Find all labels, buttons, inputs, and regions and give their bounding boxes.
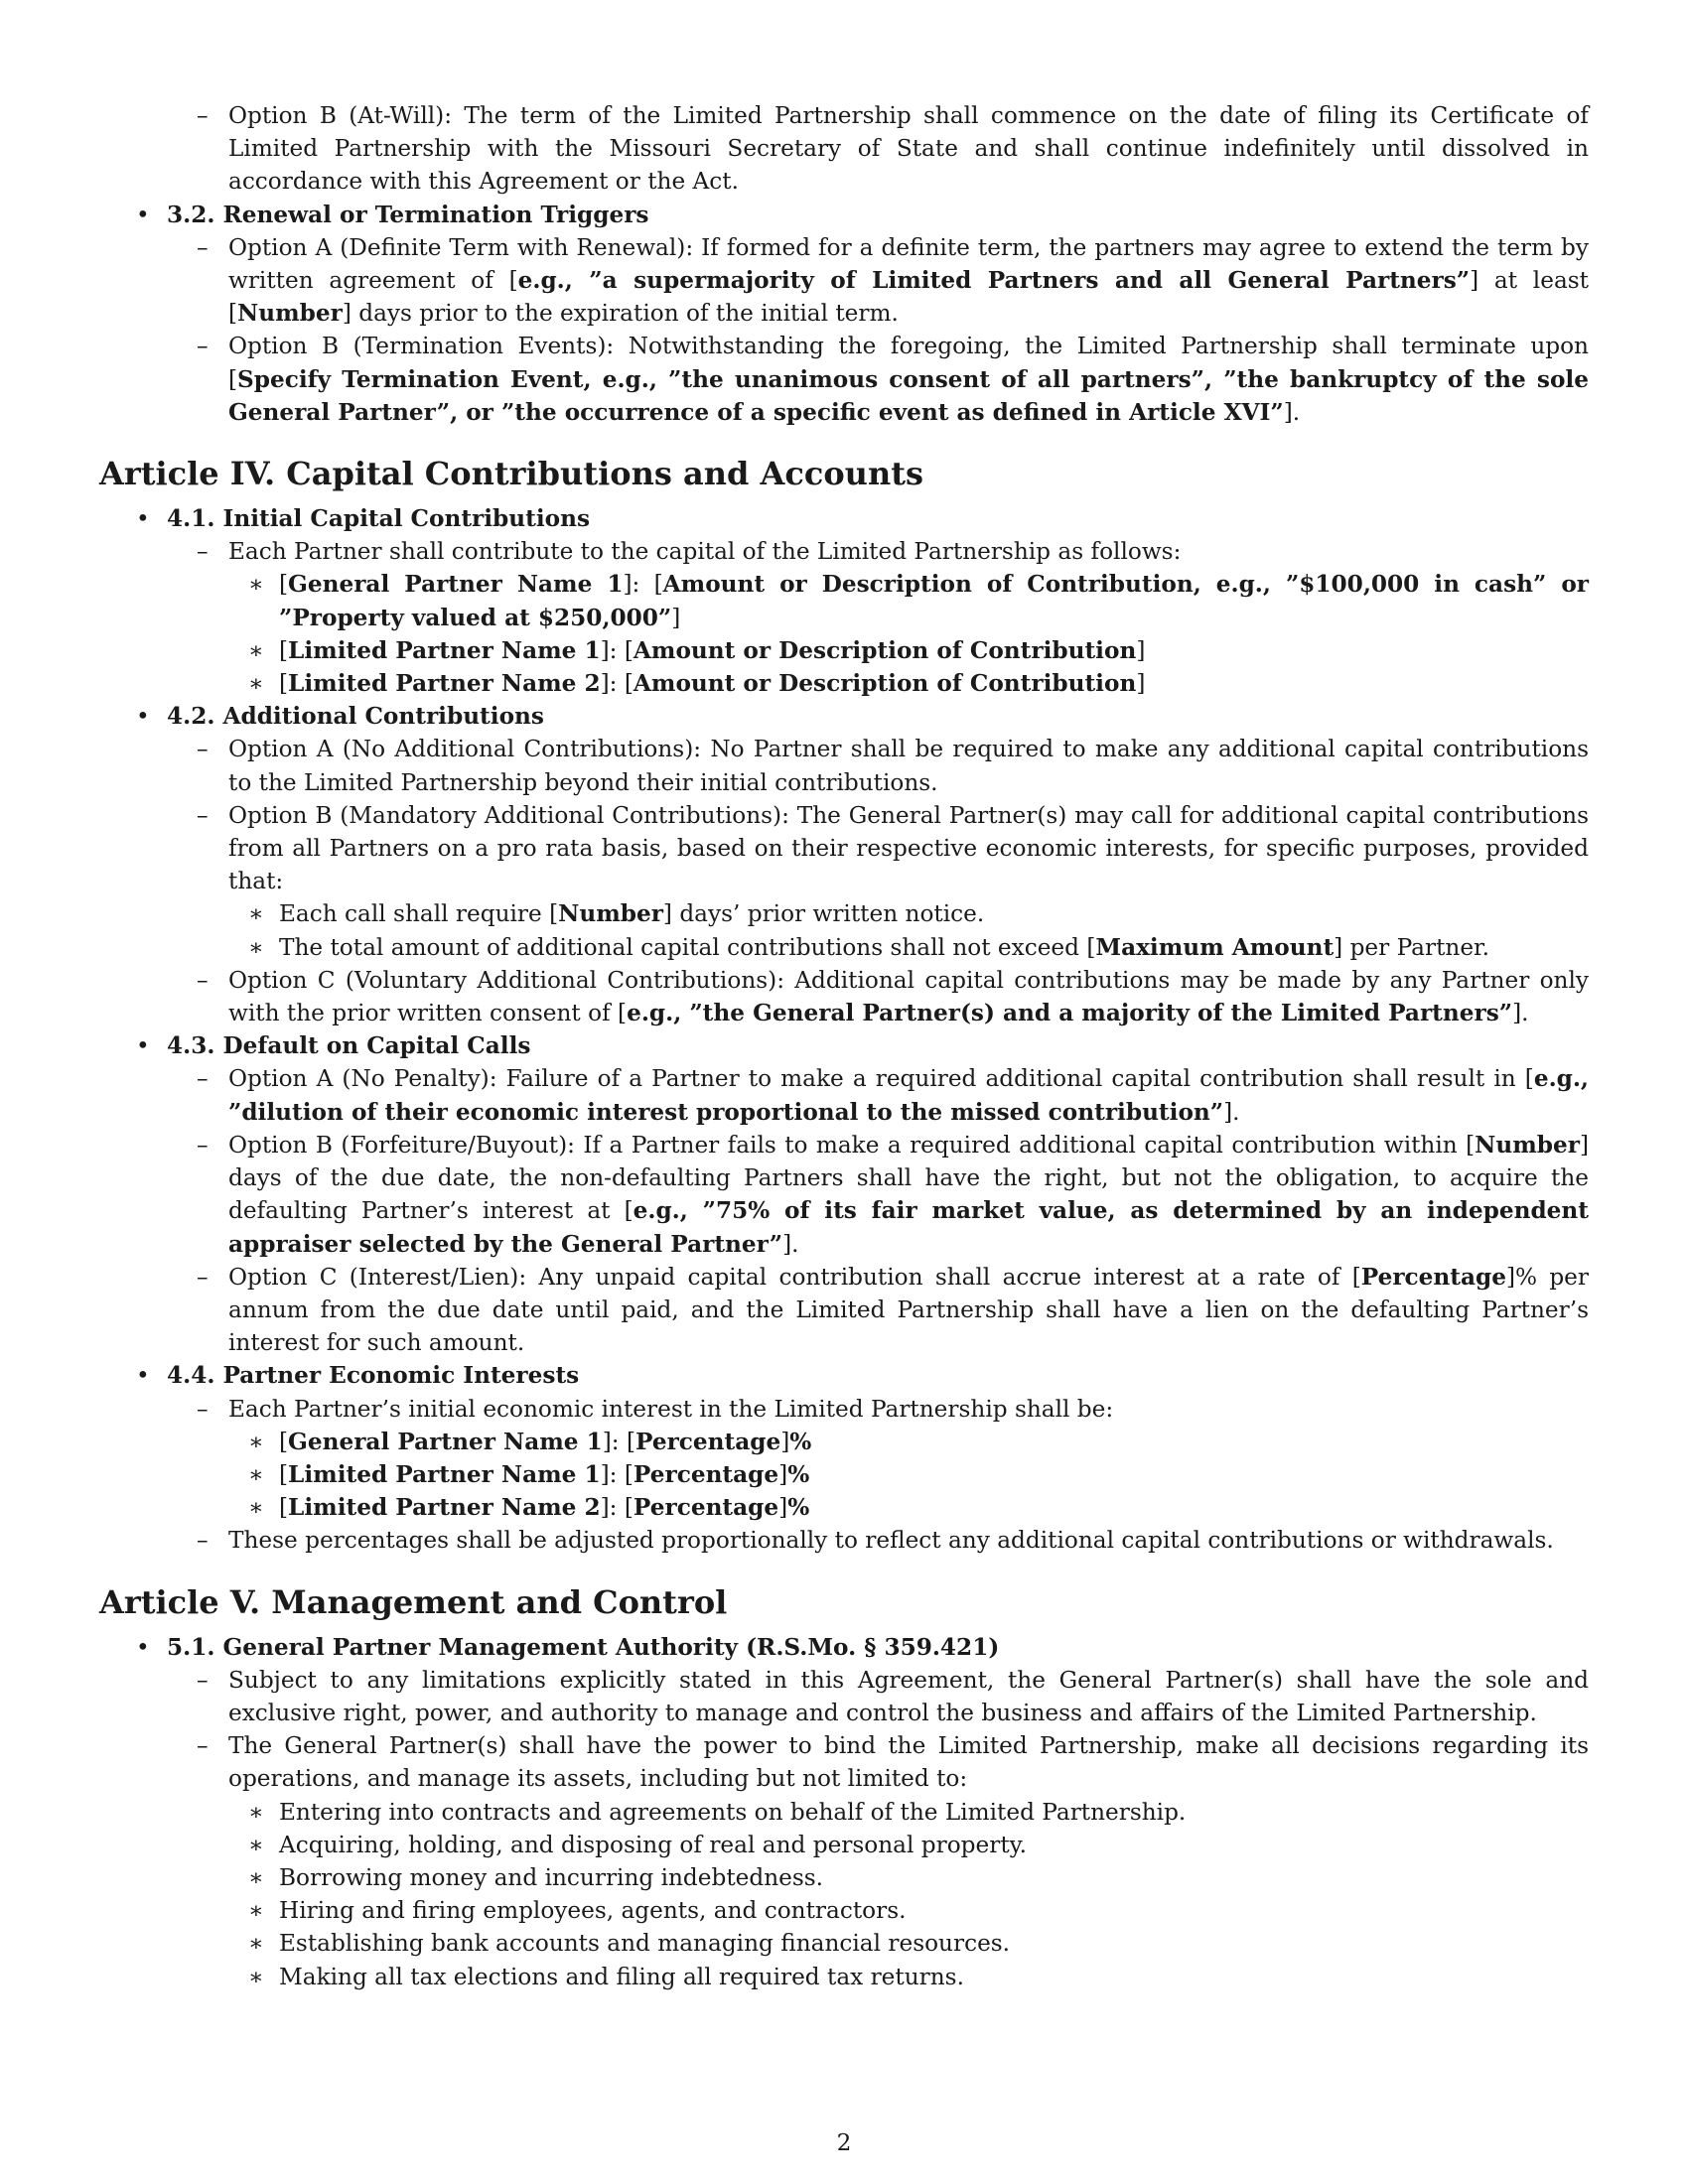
placeholder-bold: Maximum Amount xyxy=(1095,933,1335,961)
power-item xyxy=(99,1961,1589,1993)
star-marker: ∗ xyxy=(248,1494,264,1522)
partner-name-placeholder: Limited Partner Name 2 xyxy=(288,670,601,698)
option-3-1-b xyxy=(99,99,1589,199)
option-4-2-a xyxy=(99,733,1589,798)
page-number: 2 xyxy=(836,2129,852,2156)
section-4-4 xyxy=(99,1359,1589,1392)
power-text: Entering into contracts and agreements on behalf of the Limited Partnership. xyxy=(279,1798,1187,1826)
option-4-3-a xyxy=(99,1062,1589,1128)
star-marker: ∗ xyxy=(248,1897,264,1925)
bullet-marker: • xyxy=(136,505,150,533)
percentage-placeholder: Percentage xyxy=(633,1494,779,1522)
star-marker: ∗ xyxy=(248,1831,264,1858)
option-text-mid: ] at least [ xyxy=(228,267,1589,328)
partner-name-placeholder: General Partner Name 1 xyxy=(288,571,624,599)
option-text-pre: Option A (Definite Term with Renewal): If formed for a definite term, the partners may agree to extend the term by written agreement of [ xyxy=(228,233,1589,295)
interest-item: ∗ [Limited Partner Name 1]: [Percentage]% xyxy=(99,1458,1589,1491)
option-text: The term of the Limited Partnership shall commence on the date of filing its Certificate of Limited Partnership with the Missouri Secretary of State and shall continue indefinitely until dissolved in accordance with this Agreement or the Act. xyxy=(228,102,1589,196)
option-text-pre: Option B (Termination Events): Notwithstanding the foregoing, the Limited Partnership shall terminate upon [ xyxy=(228,333,1589,393)
star-marker: ∗ xyxy=(248,571,264,599)
percentage-placeholder: Percentage xyxy=(635,1428,781,1455)
option-4-3-b xyxy=(99,1129,1589,1261)
option-3-2-a xyxy=(99,231,1589,331)
sub-text-pre: Each call shall require [ xyxy=(279,900,559,928)
section-3-2 xyxy=(99,199,1589,231)
article-4-title: Article IV. Capital Contributions and Accounts xyxy=(99,455,923,493)
section-4-3 xyxy=(99,1029,1589,1062)
bullet-marker: • xyxy=(136,201,150,228)
placeholder-bold: e.g., ”a supermajority of Limited Partners and all General Partners” xyxy=(517,267,1471,295)
star-marker: ∗ xyxy=(248,1963,264,1990)
dash-marker: – xyxy=(197,801,209,829)
percentage-placeholder: Percentage xyxy=(633,1460,779,1488)
dash-marker: – xyxy=(197,1065,209,1093)
power-item xyxy=(99,1829,1589,1861)
section-4-1 xyxy=(99,502,1589,535)
option-text-post: ]. xyxy=(1283,398,1301,426)
section-heading: 5.1. General Partner Management Authority (R.S.Mo. § 359.421) xyxy=(167,1633,1000,1661)
dash-marker: – xyxy=(197,102,209,129)
dash-marker: – xyxy=(197,966,209,994)
section-4-4-outro xyxy=(99,1524,1589,1557)
placeholder-bold: Number xyxy=(1475,1131,1580,1159)
power-item xyxy=(99,1796,1589,1829)
dash-marker: – xyxy=(197,1527,209,1555)
partner-name-placeholder: Limited Partner Name 2 xyxy=(288,1494,601,1522)
article-5-title: Article V. Management and Control xyxy=(99,1582,728,1621)
section-4-4-intro xyxy=(99,1393,1589,1426)
power-text: Borrowing money and incurring indebtedness. xyxy=(279,1863,824,1891)
power-text: Making all tax elections and filing all required tax returns. xyxy=(279,1963,964,1990)
sub-text-pre: The total amount of additional capital contributions shall not exceed [ xyxy=(279,933,1096,961)
outro-text: These percentages shall be adjusted proportionally to reflect any additional capital contributions or withdrawals. xyxy=(228,1527,1554,1555)
sub-text-post: ] per Partner. xyxy=(1334,933,1489,961)
placeholder-bold: Specify Termination Event, e.g., ”the unanimous consent of all partners”, ”the bankruptcy of the sole General Partner”, or ”the occurrence of a specific event as defined in Article XVI” xyxy=(228,365,1589,426)
partner-name-placeholder: General Partner Name 1 xyxy=(288,1428,603,1455)
section-5-1 xyxy=(99,1631,1589,1664)
option-4-2-b-sub xyxy=(99,931,1589,964)
power-text: Acquiring, holding, and disposing of real and personal property. xyxy=(279,1831,1028,1858)
section-heading: 3.2. Renewal or Termination Triggers xyxy=(167,201,649,228)
star-marker: ∗ xyxy=(248,1798,264,1826)
star-marker: ∗ xyxy=(248,636,264,664)
option-text-pre: Option B (Forfeiture/Buyout): If a Partner fails to make a required additional capital contribution within [ xyxy=(228,1131,1476,1159)
bullet-marker: • xyxy=(136,1032,150,1060)
section-5-1-para xyxy=(99,1729,1589,1795)
option-text-pre: Option C (Voluntary Additional Contributions): Additional capital contributions may be made by any Partner only with the prior written consent of [ xyxy=(228,966,1589,1027)
section-heading: 4.4. Partner Economic Interests xyxy=(167,1362,580,1390)
sub-text-post: ] days’ prior written notice. xyxy=(662,900,985,928)
power-item xyxy=(99,1861,1589,1894)
option-text-pre: Option A (No Penalty): Failure of a Partner to make a required additional capital contribution shall result in [ xyxy=(228,1065,1534,1093)
option-4-2-c xyxy=(99,964,1589,1029)
section-4-2 xyxy=(99,700,1589,733)
option-label: Option B (At-Will): xyxy=(228,102,453,129)
placeholder-bold: e.g., ”75% of its fair market value, as determined by an independent appraiser selected by the General Partner” xyxy=(228,1197,1590,1258)
placeholder-bold: e.g., ”dilution of their economic interest proportional to the missed contribution” xyxy=(228,1065,1589,1126)
placeholder-bold: Number xyxy=(558,900,663,928)
dash-marker: – xyxy=(197,233,209,261)
power-text: Hiring and firing employees, agents, and contractors. xyxy=(279,1897,907,1925)
placeholder-bold: e.g., ”the General Partner(s) and a majority of the Limited Partners” xyxy=(627,1000,1513,1027)
dash-marker: – xyxy=(197,1732,209,1760)
dash-marker: – xyxy=(197,538,209,566)
option-text-post: ]% per annum from the due date until paid, and the Limited Partnership shall have a lien on the defaulting Partner’s interest for such amount. xyxy=(228,1263,1589,1357)
power-text: Establishing bank accounts and managing financial resources. xyxy=(279,1930,1011,1958)
bullet-marker: • xyxy=(136,1362,150,1390)
section-heading: 4.3. Default on Capital Calls xyxy=(167,1032,531,1060)
option-text-mid: ] days of the due date, the non-defaulting Partners shall have the right, but not the obligation, to acquire the defaulting Partner’s interest at [ xyxy=(228,1131,1589,1225)
option-text-post: ]. xyxy=(1223,1098,1240,1126)
bullet-marker: • xyxy=(136,1633,150,1661)
interest-item: ∗ [Limited Partner Name 2]: [Percentage]% xyxy=(99,1491,1589,1524)
star-marker: ∗ xyxy=(248,670,264,698)
power-item xyxy=(99,1927,1589,1960)
intro-text: Each Partner’s initial economic interest in the Limited Partnership shall be: xyxy=(228,1395,1114,1423)
dash-marker: – xyxy=(197,736,209,763)
contribution-item: ∗ [Limited Partner Name 2]: [Amount or Description of Contribution] xyxy=(99,667,1589,700)
para-text: The General Partner(s) shall have the power to bind the Limited Partnership, make all decisions regarding its operations, and manage its assets, including but not limited to: xyxy=(228,1732,1589,1793)
power-item xyxy=(99,1894,1589,1927)
interest-item: ∗ [General Partner Name 1]: [Percentage]% xyxy=(99,1426,1589,1458)
section-heading: 4.2. Additional Contributions xyxy=(167,703,544,731)
option-text-post: ]. xyxy=(1512,1000,1529,1027)
partner-name-placeholder: Limited Partner Name 1 xyxy=(288,636,601,664)
partner-name-placeholder: Limited Partner Name 1 xyxy=(288,1460,601,1488)
option-3-2-b xyxy=(99,330,1589,429)
option-text: Option A (No Additional Contributions): No Partner shall be required to make any additional capital contributions to the Limited Partnership beyond their initial contributions. xyxy=(228,736,1589,796)
option-text-post: ]. xyxy=(782,1230,799,1258)
intro-text: Each Partner shall contribute to the capital of the Limited Partnership as follows: xyxy=(228,538,1182,566)
contribution-placeholder: Amount or Description of Contribution xyxy=(633,670,1137,698)
star-marker: ∗ xyxy=(248,933,264,961)
option-text-pre: Option C (Interest/Lien): Any unpaid capital contribution shall accrue interest at a rate of [ xyxy=(228,1263,1361,1291)
contribution-item: ∗ [Limited Partner Name 1]: [Amount or Description of Contribution] xyxy=(99,634,1589,667)
star-marker: ∗ xyxy=(248,900,264,928)
dash-marker: – xyxy=(197,1666,209,1694)
contribution-placeholder: Amount or Description of Contribution, e.g., ”$100,000 in cash” or ”Property valued at $250,000” xyxy=(279,571,1590,631)
bullet-marker: • xyxy=(136,703,150,731)
section-4-1-intro xyxy=(99,535,1589,568)
para-text: Subject to any limitations explicitly stated in this Agreement, the General Partner(s) shall have the sole and exclusive right, power, and authority to manage and control the business and affairs of the Limited Partnership. xyxy=(228,1666,1589,1726)
document-body xyxy=(99,99,1589,1993)
dash-marker: – xyxy=(197,333,209,360)
star-marker: ∗ xyxy=(248,1863,264,1891)
dash-marker: – xyxy=(197,1395,209,1423)
star-marker: ∗ xyxy=(248,1460,264,1488)
section-heading: 4.1. Initial Capital Contributions xyxy=(167,505,591,533)
contribution-placeholder: Amount or Description of Contribution xyxy=(633,636,1137,664)
section-5-1-para xyxy=(99,1664,1589,1729)
contribution-item: ∗ [General Partner Name 1]: [Amount or Description of Contribution, e.g., ”$100,000 in cash” or ”Property valued at $250,000”] xyxy=(99,568,1589,633)
placeholder-bold: Percentage xyxy=(1360,1263,1506,1291)
option-4-2-b-sub xyxy=(99,897,1589,930)
option-text: Option B (Mandatory Additional Contributions): The General Partner(s) may call for additional capital contributions from all Partners on a pro rata basis, based on their respective economic interests, for specific purposes, provided that: xyxy=(228,801,1589,895)
dash-marker: – xyxy=(197,1263,209,1291)
option-4-3-c xyxy=(99,1261,1589,1360)
star-marker: ∗ xyxy=(248,1428,264,1455)
option-text-post: ] days prior to the expiration of the initial term. xyxy=(342,300,899,328)
option-4-2-b xyxy=(99,799,1589,898)
star-marker: ∗ xyxy=(248,1930,264,1958)
placeholder-bold: Number xyxy=(237,300,343,328)
dash-marker: – xyxy=(197,1131,209,1159)
